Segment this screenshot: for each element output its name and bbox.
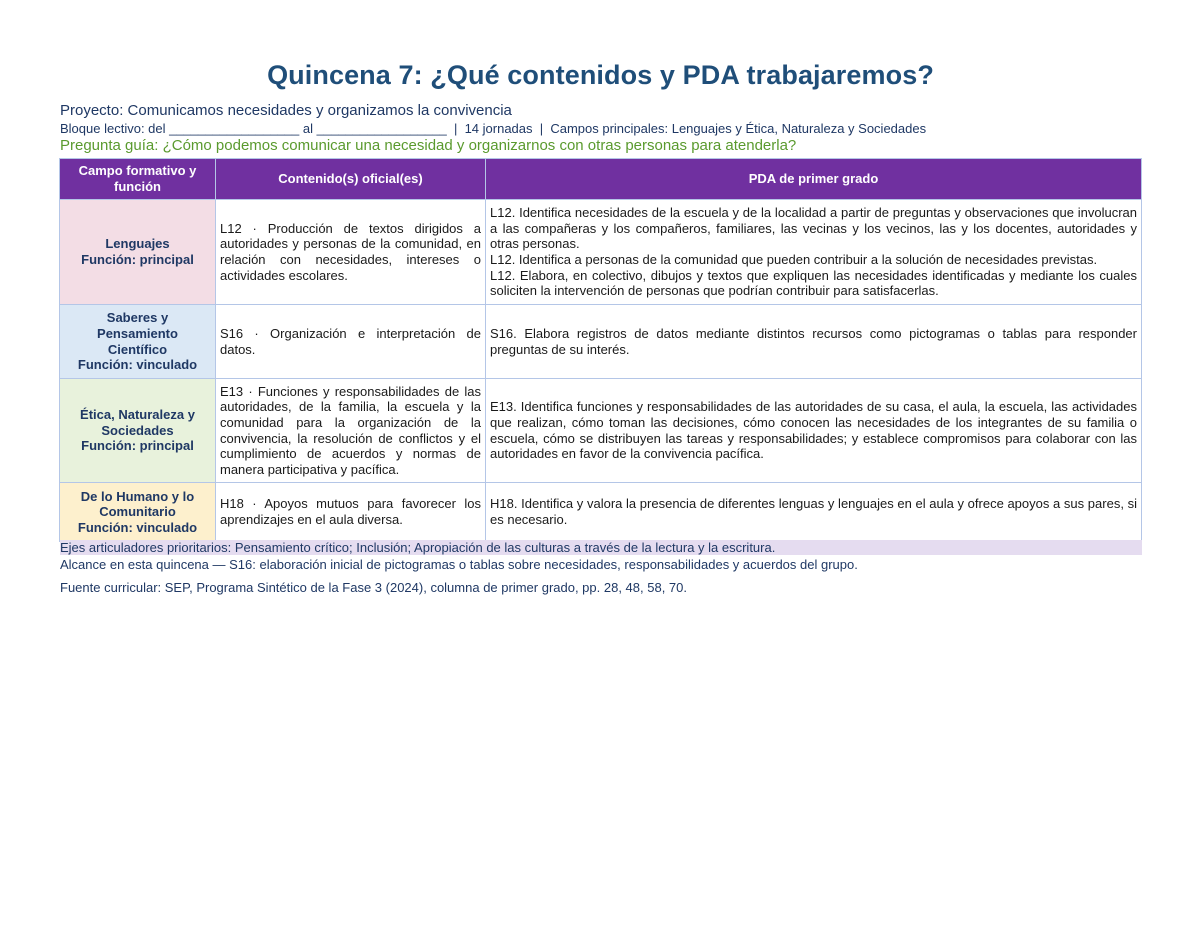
campo-name: De lo Humano y lo Comunitario	[80, 488, 195, 520]
campo-funcion: Función: principal	[81, 438, 194, 454]
campo-cell	[60, 305, 216, 379]
table-row	[60, 379, 1142, 483]
header-campo: Campo formativo y función	[60, 159, 216, 200]
pda-item: L12. Elabora, en colectivo, dibujos y textos que expliquen las necesidades identificadas y mediante los cuales soliciten la intervención de personas que podrían contribuir para satisfacerlas.	[490, 267, 1137, 299]
table-header-row	[60, 159, 1142, 200]
table-row	[60, 305, 1142, 379]
campo-name: Lenguajes	[105, 236, 170, 252]
campo-cell	[60, 379, 216, 483]
pda-item: E13. Identifica funciones y responsabilidades de las autoridades de su casa, el aula, la escuela, las actividades que realizan, cómo toman las decisiones, cómo conocen las necesidades de los integrantes de su familia o escuela, cómo se distribuyen las tareas y responsabilidades; y establece compromisos para colaborar con las autoridades en favor de la convivencia pacífica.	[490, 399, 1137, 462]
pda-cell	[486, 379, 1142, 483]
campo-name: Saberes y Pensamiento Científico	[97, 310, 178, 357]
pda-table	[59, 158, 1142, 542]
page-title: Quincena 7: ¿Qué contenidos y PDA trabajaremos?	[267, 60, 934, 90]
project-line: Proyecto: Comunicamos necesidades y organizamos la convivencia	[60, 102, 512, 119]
contenido-cell: H18 · Apoyos mutuos para favorecer los aprendizajes en el aula diversa.	[216, 483, 486, 542]
pda-cell	[486, 483, 1142, 542]
ejes-articuladores: Ejes articuladores prioritarios: Pensamiento crítico; Inclusión; Apropiación de las culturas a través de la lectura y la escritura.	[60, 540, 1142, 555]
pda-item: L12. Identifica a personas de la comunidad que pueden contribuir a la solución de necesidades previstas.	[490, 252, 1098, 267]
campo-funcion: Función: principal	[81, 252, 194, 267]
campo-funcion: Función: vinculado	[77, 519, 198, 535]
campo-cell	[60, 200, 216, 305]
table-row	[60, 483, 1142, 542]
contenido-cell: S16 · Organización e interpretación de datos.	[216, 305, 486, 379]
pda-item: H18. Identifica y valora la presencia de diferentes lenguas y lenguajes en el aula y ofrece apoyos a sus pares, si es necesario.	[490, 496, 1137, 527]
guide-question: Pregunta guía: ¿Cómo podemos comunicar una necesidad y organizarnos con otras personas para atenderla?	[60, 137, 797, 154]
block-line: Bloque lectivo: del __________________ al __________________ | 14 jornadas | Campos principales: Lenguajes y Ética, Naturaleza y Sociedades	[60, 121, 927, 136]
pda-item: L12. Identifica necesidades de la escuela y de la localidad a partir de preguntas y observaciones que involucran a las compañeras y los compañeros, familiares, las vecinas y los vecinos, las y los docentes, autoridades y otras personas.	[490, 205, 1137, 252]
pda-cell	[486, 305, 1142, 379]
alcance-line: Alcance en esta quincena — S16: elaboración inicial de pictogramas o tablas sobre necesidades, responsabilidades y acuerdos del grupo.	[60, 557, 858, 572]
contenido-cell: L12 · Producción de textos dirigidos a autoridades y personas de la comunidad, en relación con necesidades, intereses o actividades escolares.	[216, 200, 486, 305]
campo-funcion: Función: vinculado	[77, 357, 198, 373]
header-contenido: Contenido(s) oficial(es)	[216, 159, 486, 200]
table-row	[60, 200, 1142, 305]
pda-cell	[486, 200, 1142, 305]
header-pda: PDA de primer grado	[486, 159, 1142, 200]
contenido-cell: E13 · Funciones y responsabilidades de las autoridades, de la familia, la escuela y la comunidad para la organización de la convivencia, la resolución de conflictos y el cumplimiento de acuerdos y normas de manera participativa y pacífica.	[216, 379, 486, 483]
fuente-line: Fuente curricular: SEP, Programa Sintético de la Fase 3 (2024), columna de primer grado, pp. 28, 48, 58, 70.	[60, 580, 687, 595]
pda-item: S16. Elabora registros de datos mediante distintos recursos como pictogramas o tablas para responder preguntas de su interés.	[490, 325, 1137, 357]
campo-cell	[60, 483, 216, 542]
campo-name: Ética, Naturaleza y Sociedades	[80, 407, 195, 438]
